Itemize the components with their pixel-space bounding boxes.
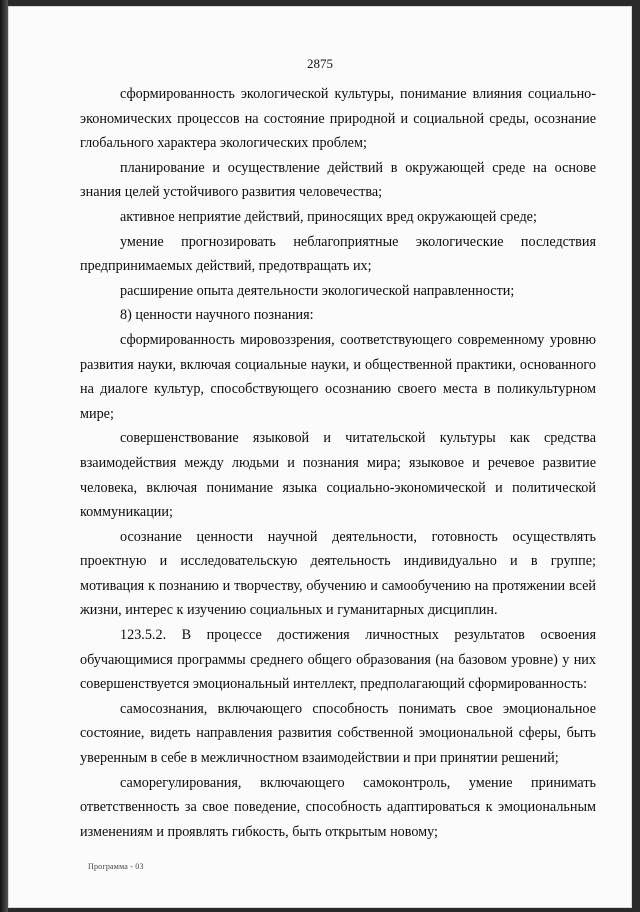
paragraph: саморегулирования, включающего самоконтроль, умение принимать ответственность за свое поведение, способность адаптироваться к эмоциональным изменениям и проявлять гибкость, быть открытым новому;	[80, 774, 596, 840]
page-number: 2875	[307, 56, 333, 71]
paragraph: сформированность экологической культуры, понимание влияния социально-экономических процессов на состояние природной и социальной среды, осознание глобального характера экологических проблем;	[80, 86, 596, 152]
paragraph: 123.5.2. В процессе достижения личностных результатов освоения обучающимися программы среднего общего образования (на базовом уровне) у них совершенствуется эмоциональный интеллект, предполагающий сформированность:	[80, 627, 596, 693]
paragraph: умение прогнозировать неблагоприятные экологические последствия предпринимаемых действий, предотвращать их;	[80, 233, 596, 275]
scan-edge-shadow	[0, 0, 8, 912]
paragraph: совершенствование языковой и читательской культуры как средства взаимодействия между людьми и познания мира; языковое и речевое развитие человека, включая понимание языка социально-экономической и политической коммуникации;	[80, 430, 596, 521]
document-page	[8, 6, 632, 908]
paragraph: самосознания, включающего способность понимать свое эмоциональное состояние, видеть направления развития собственной эмоциональной сферы, быть уверенным в себе в межличностном взаимодействии и при принятии решений;	[80, 700, 596, 767]
document-body	[80, 82, 596, 844]
paragraph: осознание ценности научной деятельности, готовность осуществлять проектную и исследовательскую деятельность индивидуально и в группе; мотивация к познанию и творчеству, обучению и самообучению на протяжении всей жизни, интерес к изучению социальных и гуманитарных дисциплин.	[80, 528, 596, 619]
paragraph: расширение опыта деятельности экологической направленности;	[120, 282, 515, 299]
footer-label: Программа - 03	[88, 862, 144, 871]
paragraph: активное неприятие действий, приносящих вред окружающей среде;	[120, 208, 537, 225]
paragraph: 8) ценности научного познания:	[120, 307, 314, 324]
paragraph: планирование и осуществление действий в окружающей среде на основе знания целей устойчивого развития человечества;	[80, 159, 596, 201]
paragraph: сформированность мировоззрения, соответствующего современному уровню развития науки, включая социальные науки, и общественной практики, основанного на диалоге культур, способствующего осознанию своего места в поликультурном мире;	[80, 331, 596, 422]
